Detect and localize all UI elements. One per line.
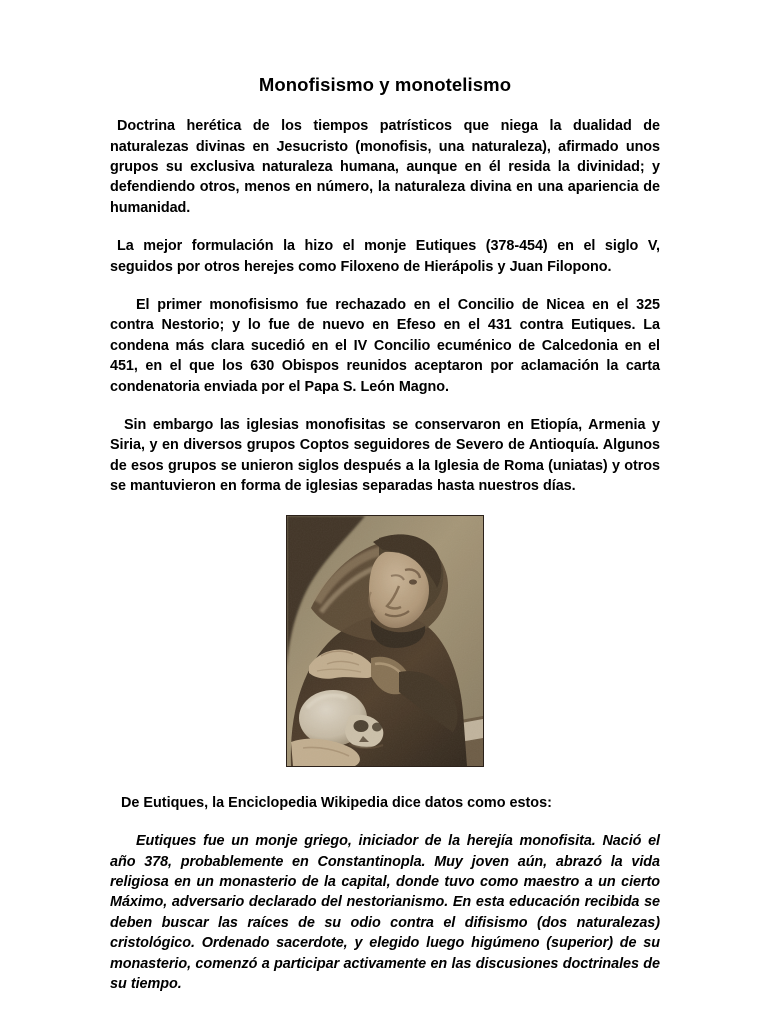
paragraph-councils: El primer monofisismo fue rechazado en el Concilio de Nicea en el 325 contra Nestorio; y lo fue de nuevo en Efeso en el 431 contra Eutiques. La condena más clara sucedió en el IV Concilio ecuménico de Calcedonia en el 451, en el que los 630 Obispos reunidos aceptaron por aclamación la carta condenatoria enviada por el Papa S. León Magno.: [110, 297, 660, 395]
paragraph-wikipedia-quote: Eutiques fue un monje griego, iniciador de la herejía monofisita. Nació el año 378, probablemente en Constantinopla. Muy joven aún, abrazó la vida religiosa en un monasterio de la capital, donde tuvo como maestro a un cierto Máximo, adversario declarado del nestorianismo. En esta educación recibida se deben buscar las raíces de su odio contra el difisismo (dos naturalezas) cristológico. Ordenado sacerdote, y elegido luego higúmeno (superior) de su monasterio, comenzó a participar activamente en las discusiones doctrinales de su tiempo.: [110, 833, 660, 992]
monk-with-skull-painting: [286, 515, 484, 767]
figure-caption: De Eutiques, la Enciclopedia Wikipedia dice datos como estos:: [121, 794, 552, 811]
figure-container: [110, 515, 660, 767]
paragraph-definition: Doctrina herética de los tiempos patrísticos que niega la dualidad de naturalezas divinas en Jesucristo (monofisis, una naturaleza), afirmado unos grupos su exclusiva naturaleza humana, aunque en él resida la divinidad; y defendiendo otros, menos en número, la naturaleza divina en una apariencia de humanidad.: [110, 118, 660, 216]
caption-quote-spacer: [110, 813, 660, 831]
paragraph-monophysite-churches: Sin embargo las iglesias monofisitas se conservaron en Etiopía, Armenia y Siria, y en diversos grupos Coptos seguidores de Severo de Antioquía. Algunos de esos grupos se unieron siglos después a la Iglesia de Roma (uniatas) y otros se mantuvieron en forma de iglesias separadas hasta nuestros días.: [110, 417, 660, 495]
document-body: [110, 74, 660, 1012]
figure-caption-spacer: [110, 767, 660, 793]
page-title: Monofisismo y monotelismo: [258, 74, 512, 95]
paragraph-eutiques-formulation: La mejor formulación la hizo el monje Eutiques (378-454) en el siglo V, seguidos por otros herejes como Filoxeno de Hierápolis y Juan Filopono.: [110, 238, 660, 275]
monk-painting-illustration: [287, 516, 483, 766]
